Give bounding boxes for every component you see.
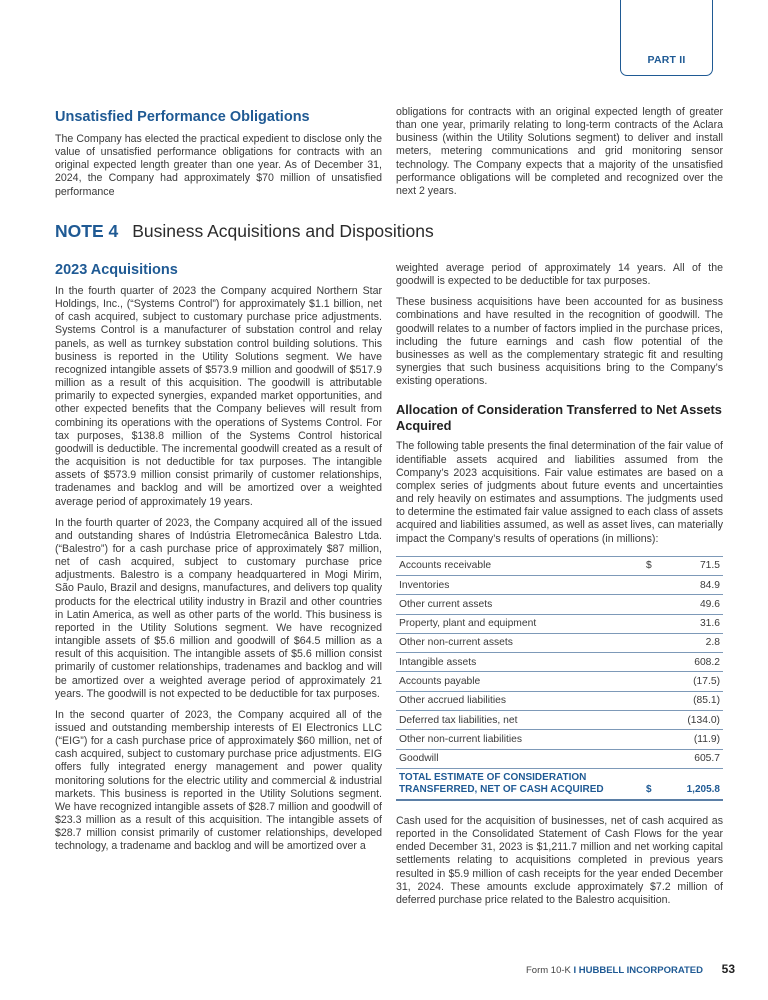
section-heading-allocation: Allocation of Consideration Transferred to Net Assets Acquired — [396, 402, 722, 434]
allocation-intro: The following table presents the final determination of the fair value of identifiable assets acquired and liabilities assumed from the Company’s 2023 acquisitions. Fair value estimates are based on a complex series of judgments about future events and uncertainties and rely heavily on estimates and assumptions. The judgments used to determine the estimated fair value assigned to each class of assets acquired and liabilities assumed, as well as asset lives, can materially impact the Company’s results of operations (in millions): — [396, 440, 723, 545]
row-value: (11.9) — [663, 730, 723, 749]
note-number: NOTE 4 — [55, 221, 119, 241]
row-label: Intangible assets — [396, 653, 643, 672]
row-label: Inventories — [396, 575, 643, 594]
page-footer — [0, 962, 735, 976]
paragraph-systems-control: In the fourth quarter of 2023 the Company acquired Northern Star Holdings, Inc., (“Systems Control”) for approximately $1.1 billion, net of cash acquired, subject to customary purchase price adjustments. Systems Control is a manufacturer of substation control and relay panels, as well as turnkey substation control building solutions. This business is reported in the Utility Solutions segment. We have recognized intangible assets of $573.9 million and goodwill of $517.9 million as a result of this acquisition. The goodwill is attributable primarily to expected synergies, expanded market opportunities, and other expected benefits that the Company believes will result from combining its operations with the operations of Systems Control. For tax purposes, $138.8 million of the Systems Control historical goodwill is deductible. The incremental goodwill created as a result of the acquisition is not deductible for tax purposes. The intangible assets of $573.9 million consist primarily of customer relationships, tradenames and backlog and will be amortized over a weighted average period of approximately 19 years. — [55, 285, 382, 508]
page-number: 53 — [721, 962, 735, 976]
section-heading-2023-acquisitions: 2023 Acquisitions — [55, 262, 178, 278]
row-label: Accounts receivable — [396, 556, 643, 575]
row-value: 71.5 — [663, 556, 723, 575]
paragraph-balestro: In the fourth quarter of 2023, the Company acquired all of the issued and outstanding shares of Indústria Eletromecânica Balestro Ltda. (“Balestro”) for a cash purchase price of approximately $87 million, net of cash acquired, subject to customary purchase price adjustments. Balestro is a company headquartered in Mogi Mirim, São Paulo, Brazil and designs, manufactures, and delivers top quality products for the electrical utility industry in Brazil and other countries in Latin America, as well as other parts of the world. This business is reported in the Utility Solutions segment. We have recognized intangible assets of $5.6 million and goodwill of $64.5 million as a result of this acquisition. The intangible assets of $5.6 million consist primarily of customer relationships, tradenames and backlog and will be amortized over a weighted average period of approximately 21 years. The goodwill is not expected to be deductible for tax purposes. — [55, 516, 382, 700]
allocation-closing-paragraph: Cash used for the acquisition of businesses, net of cash acquired as reported in the Consolidated Statement of Cash Flows for the year ended December 31, 2023 is $1,211.7 million and net working capital settlements relating to acquisitions completed in previous years resulted in $5.9 million of cash receipts for the year ended December 31, 2024. These amounts exclude approximately $7.2 million of deferred purchase price related to the Balestro acquisition. — [396, 814, 723, 906]
row-value: 84.9 — [663, 575, 723, 594]
row-value: (134.0) — [663, 711, 723, 730]
row-currency — [643, 691, 663, 710]
row-value: 608.2 — [663, 653, 723, 672]
table-row — [396, 730, 723, 749]
row-label: Deferred tax liabilities, net — [396, 711, 643, 730]
row-label: Other non-current liabilities — [396, 730, 643, 749]
table-row — [396, 749, 723, 768]
paragraph-eig: In the second quarter of 2023, the Company acquired all of the issued and outstanding membership interests of EI Electronics LLC (“EIG”) for a cash purchase price of approximately $60 million, net of cash acquired, subject to customary purchase price adjustments. EIG offers fully integrated energy management and power quality monitoring solutions for the electric utility and commercial & industrial markets. This business is reported in the Utility Solutions segment. We have recognized intangible assets of $28.7 million and goodwill of $23.3 million as a result of this acquisition. The intangible assets of $28.7 million consist primarily of customer relationships, developed technology, a tradename and backlog and will be amortized over a — [55, 708, 382, 853]
row-currency — [643, 672, 663, 691]
row-label: Accounts payable — [396, 672, 643, 691]
table-row — [396, 672, 723, 691]
acquisitions-left-column — [55, 261, 382, 854]
unsatisfied-text-right: obligations for contracts with an original expected length of greater than one year, primarily relating to long-term contracts of the Aclara business (within the Utility Solutions segment) to deliver and install meters, metering communications and grid monitoring sensor technology. The Company expects that a majority of the unsatisfied performance obligations will be completed and recognized over the next 2 years. — [396, 106, 723, 197]
table-row — [396, 575, 723, 594]
row-currency — [643, 711, 663, 730]
row-value: (17.5) — [663, 672, 723, 691]
table-row — [396, 711, 723, 730]
row-label: Other accrued liabilities — [396, 691, 643, 710]
allocation-table — [396, 556, 723, 801]
part-tab — [620, 0, 713, 76]
table-row — [396, 556, 723, 575]
table-row — [396, 614, 723, 633]
total-currency: $ — [643, 768, 663, 800]
row-value: 605.7 — [663, 749, 723, 768]
table-row — [396, 633, 723, 652]
row-currency — [643, 653, 663, 672]
row-currency — [643, 749, 663, 768]
table-row — [396, 653, 723, 672]
unsatisfied-right-column — [396, 106, 723, 198]
row-currency — [643, 614, 663, 633]
footer-separator: I — [573, 965, 577, 976]
row-value: 31.6 — [663, 614, 723, 633]
note-heading — [55, 221, 434, 242]
row-label: Other non-current assets — [396, 633, 643, 652]
section-heading-unsatisfied: Unsatisfied Performance Obligations — [55, 109, 310, 125]
table-row — [396, 595, 723, 614]
unsatisfied-left-column — [55, 108, 382, 199]
row-currency — [643, 595, 663, 614]
table-total-row — [396, 768, 723, 800]
row-value: 2.8 — [663, 633, 723, 652]
row-value: 49.6 — [663, 595, 723, 614]
total-value: 1,205.8 — [663, 768, 723, 800]
row-currency — [643, 633, 663, 652]
row-currency — [643, 730, 663, 749]
row-value: (85.1) — [663, 691, 723, 710]
note-title: Business Acquisitions and Dispositions — [132, 221, 434, 241]
total-label — [396, 768, 643, 800]
row-label: Other current assets — [396, 595, 643, 614]
part-label: PART II — [647, 54, 686, 66]
unsatisfied-text-left: The Company has elected the practical expedient to disclose only the value of unsatisfied performance obligations for contracts with an original expected length greater than one year. As of December 31, 2024, the Company had approximately $70 million of unsatisfied performance — [55, 133, 382, 198]
row-label: Goodwill — [396, 749, 643, 768]
paragraph-business-combinations: These business acquisitions have been accounted for as business combinations and have resulted in the recognition of goodwill. The goodwill relates to a number of factors implied in the purchase prices, including the future earnings and cash flow potential of the businesses as well as the complementary strategic fit and resulting synergies that such business acquisitions bring to the Company’s existing operations. — [396, 296, 723, 388]
row-currency: $ — [643, 556, 663, 575]
table-row — [396, 691, 723, 710]
row-currency — [643, 575, 663, 594]
paragraph-eig-continued: weighted average period of approximately 14 years. All of the goodwill is expected to be deductible for tax purposes. — [396, 262, 723, 288]
acquisitions-right-column — [396, 262, 723, 907]
total-label-line2: TRANSFERRED, NET OF CASH ACQUIRED — [399, 783, 604, 795]
total-label-line1: TOTAL ESTIMATE OF CONSIDERATION — [399, 771, 587, 783]
row-label: Property, plant and equipment — [396, 614, 643, 633]
footer-form: Form 10-K — [525, 965, 571, 976]
footer-company: HUBBELL INCORPORATED — [578, 965, 703, 976]
